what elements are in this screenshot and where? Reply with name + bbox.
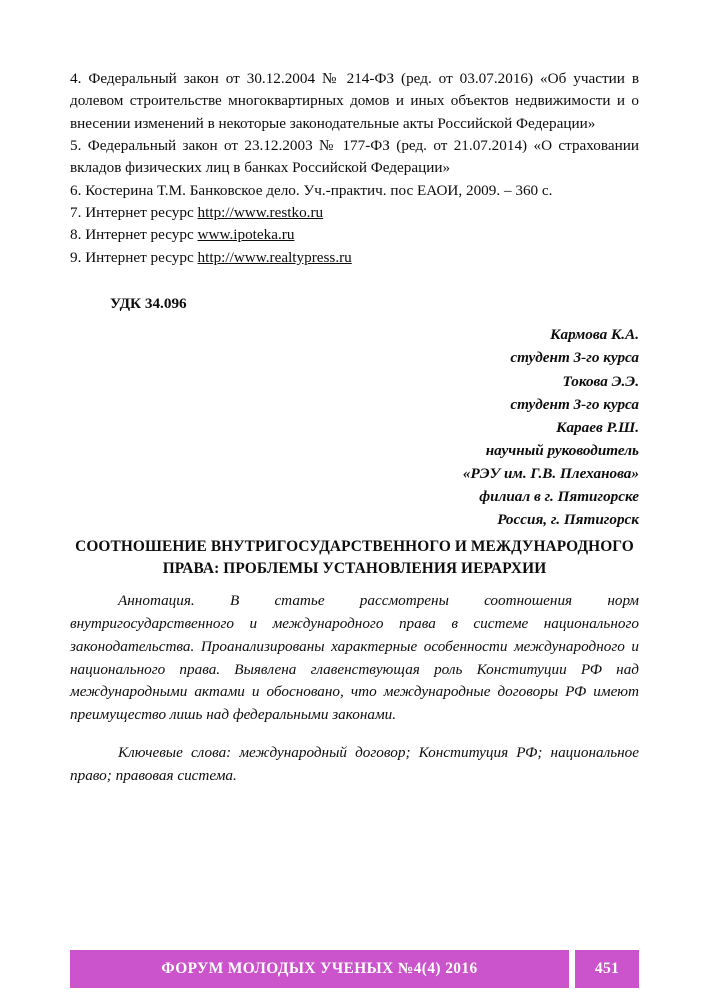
bibliography-item — [70, 202, 639, 224]
article-keywords: Ключевые слова: международный договор; Конституция РФ; национальное право; правовая система. — [70, 744, 639, 785]
author-block — [70, 323, 639, 531]
bibliography-item-url[interactable]: http://www.restko.ru — [197, 204, 324, 222]
article-title: СООТНОШЕНИЕ ВНУТРИГОСУДАРСТВЕННОГО И МЕЖДУНАРОДНОГО ПРАВА: ПРОБЛЕМЫ УСТАНОВЛЕНИЯ ИЕРАРХИИ — [75, 538, 634, 578]
author-line: Токова Э.Э. — [562, 372, 639, 390]
footer-journal-banner — [70, 950, 569, 988]
bibliography-item-url[interactable]: http://www.realtypress.ru — [197, 248, 352, 266]
author-line: студент 3-го курса — [510, 395, 639, 413]
author-line: Караев Р.Ш. — [556, 418, 639, 436]
bibliography-item: 4. Федеральный закон от 30.12.2004 № 214-ФЗ (ред. от 03.07.2016) «Об участии в долевом строительстве многоквартирных домов и иных объектов недвижимости и о внесении изменений в некоторые законодательные акты Российской Федерации» — [70, 70, 639, 132]
bibliography-item: 5. Федеральный закон от 23.12.2003 № 177-ФЗ (ред. от 21.07.2014) «О страховании вкладов физических лиц в банках Российской Федерации» — [70, 137, 639, 177]
bibliography-item-url[interactable]: www.ipoteka.ru — [197, 226, 295, 244]
author-line: «РЭУ им. Г.В. Плеханова» — [462, 464, 639, 482]
author-line: научный руководитель — [485, 441, 639, 459]
footer-page-badge — [575, 950, 639, 988]
author-line: Россия, г. Пятигорск — [497, 511, 639, 529]
bibliography-item-prefix: 9. Интернет ресурс — [70, 248, 198, 266]
bibliography-item-prefix: 7. Интернет ресурс — [70, 204, 198, 222]
page-footer — [70, 950, 639, 988]
bibliography-item: 6. Костерина Т.М. Банковское дело. Уч.-практич. пос ЕАОИ, 2009. – 360 с. — [70, 181, 553, 199]
footer-page-number: 451 — [594, 960, 620, 977]
footer-journal-title: ФОРУМ МОЛОДЫХ УЧЕНЫХ №4(4) 2016 — [161, 960, 478, 977]
author-line: студент 3-го курса — [510, 349, 639, 367]
bibliography-list — [70, 68, 639, 269]
bibliography-item-prefix: 8. Интернет ресурс — [70, 226, 198, 244]
article-abstract: Аннотация. В статье рассмотрены соотношения норм внутригосударственного и международного права в системе национального законодательства. Проанализированы характерные особенности международного и национального права. Выявлена главенствующая роль Конституции РФ над международными актами и обосновано, что международные договоры РФ имеют преимущество лишь над федеральными законами. — [70, 592, 639, 724]
bibliography-item — [70, 247, 639, 269]
udk-code: УДК 34.096 — [110, 295, 187, 313]
author-line: Кармова К.А. — [550, 326, 639, 344]
page-content — [70, 68, 639, 803]
bibliography-item — [70, 224, 639, 246]
author-line: филиал в г. Пятигорске — [479, 488, 639, 506]
